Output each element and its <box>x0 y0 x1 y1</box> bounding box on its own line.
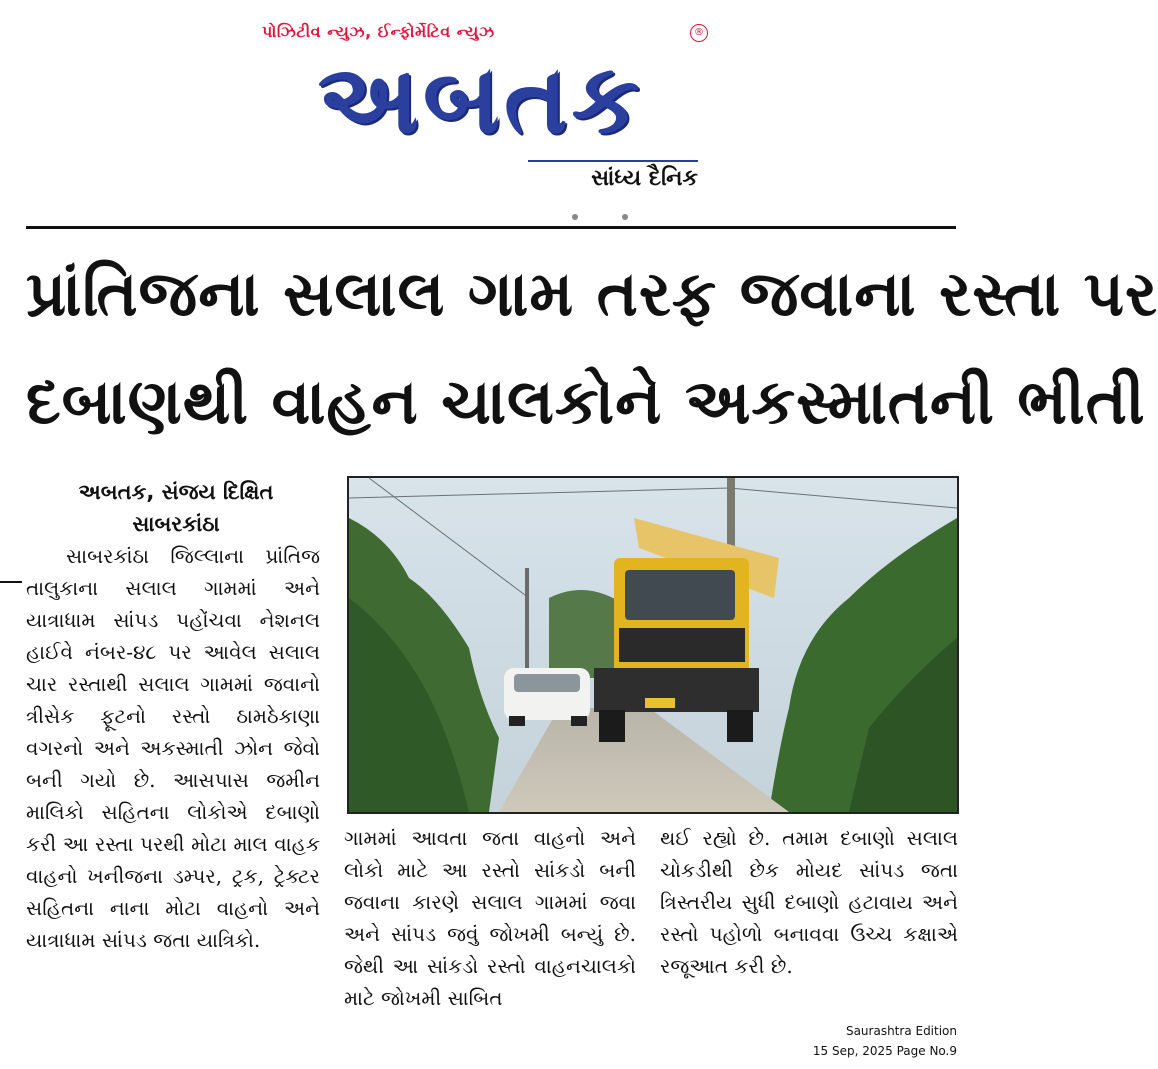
article-column-1 <box>26 540 320 956</box>
headline <box>26 240 1158 456</box>
headline-line-1: પ્રાંતિજના સલાલ ગામ તરફ જવાના રસ્તા પર <box>26 257 1158 330</box>
byline-place: સાબરકાંઠા <box>132 512 220 536</box>
column-marker <box>0 581 22 583</box>
article-column-3: થઈ રહ્યો છે. તમામ દબાણો સલાલ ચોકડીથી છેક મોયદ સાંપડ જતા ત્રિસ્તરીય સુધી દબાણો હટાવાય અને રસ્તો પહોળો બનાવવા ઉચ્ચ કક્ષાએ રજૂઆત કરી છે. <box>660 826 958 978</box>
article-paragraph-1: સાબરકાંઠા જિલ્લાના પ્રાંતિજ તાલુકાના સલાલ ગામમાં અને યાત્રાધામ સાંપડ પહોંચવા નેશનલ હાઈવે નંબર-૪૮ પર આવેલ સલાલ ચાર રસ્તાથી સલાલ ગામમાં જવાનો ત્રીસેક ફૂટનો રસ્તો ઠામઠેકાણા વગરનો અને અકસ્માતી ઝોન જેવો બની ગયો છે. આસપાસ જમીન માલિકો સહિતના લોકોએ દબાણો કરી આ રસ્તા પરથી મોટા માલ વાહક વાહનો ખનીજના ડમ્પર, ટ્રક, ટ્રેક્ટર સહિતના નાના મોટા વાહનો અને યાત્રાધામ સાંપડ જતા યાત્રિકો. <box>26 544 320 952</box>
logo-text: અબતક <box>317 43 644 155</box>
edition-label: Saurashtra Edition <box>845 1024 957 1038</box>
decor-dot <box>572 214 578 220</box>
article-column-2: ગામમાં આવતા જતા વાહનો અને લોકો માટે આ રસ્તો સાંકડો બની જવાના કારણે સલાલ ગામમાં જવા અને સાંપડ જવું જોખમી બન્યું છે. જેથી આ સાંકડો રસ્તો વાહનચાલકો માટે જોખમી સાબિત <box>344 826 636 1010</box>
page-info: 15 Sep, 2025 Page No.9 <box>812 1044 957 1058</box>
decor-dot <box>622 214 628 220</box>
article-photo <box>347 476 959 814</box>
registered-mark: ® <box>690 24 708 42</box>
byline <box>26 476 326 540</box>
newspaper-logo <box>258 40 703 158</box>
byline-author: અબતક, સંજય દિક્ષિત <box>78 480 274 504</box>
masthead-subtitle: સાંધ્ય દૈનિક <box>528 160 698 198</box>
top-rule <box>26 226 956 229</box>
headline-line-2: દબાણથી વાહન ચાલકોને અકસ્માતની ભીતી <box>26 365 1146 438</box>
road-truck-image <box>349 478 957 812</box>
masthead-tagline: પોઝિટીવ ન્યુઝ, ઈન્ફોર્મેટિવ ન્યુઝ <box>262 22 495 41</box>
